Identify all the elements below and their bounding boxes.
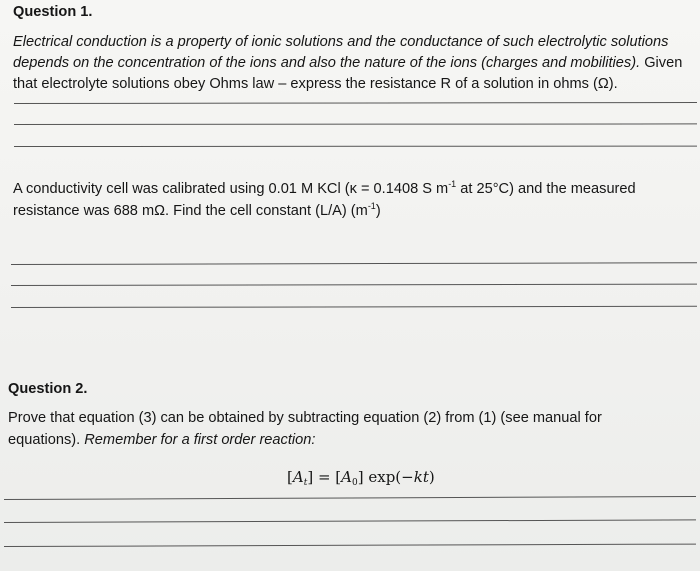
- eq-lhs-sub: t: [303, 478, 308, 488]
- q1-conductivity-sup-2: -1: [367, 201, 376, 211]
- question-1-heading: Question 1.: [13, 4, 93, 20]
- first-order-equation: [287, 467, 435, 487]
- answer-line-1b: [14, 123, 697, 125]
- q2-line-2-plain: equations).: [8, 432, 85, 448]
- eq-rhs-close: ]: [357, 468, 364, 486]
- answer-line-3c: [4, 544, 696, 547]
- q1-conductivity-text-b: at 25°C) and the measured: [456, 181, 636, 197]
- question-2-heading: Question 2.: [8, 381, 88, 397]
- q1-paragraph-line-1: Electrical conduction is a property of ionic solutions and the conductance of such electrolytic solutions: [13, 34, 669, 50]
- eq-equals: =: [313, 468, 336, 486]
- q1-conductivity-line-1: [13, 179, 636, 199]
- q1-paragraph-line-2-italic: depends on the concentration of the ions and also the nature of the ions (charges and mobilities).: [13, 55, 641, 71]
- answer-line-2c: [11, 306, 697, 308]
- answer-line-3b: [4, 519, 696, 523]
- q1-conductivity-text-d: ): [375, 203, 381, 219]
- q1-conductivity-sup-1: -1: [448, 179, 457, 189]
- q1-paragraph-line-2: [13, 53, 682, 73]
- answer-line-2a: [11, 262, 697, 265]
- q2-line-1: Prove that equation (3) can be obtained by subtracting equation (2) from (1) (see manual for: [8, 410, 602, 426]
- answer-line-2b: [11, 284, 697, 286]
- q1-conductivity-text-a: A conductivity cell was calibrated using 0.01 M KCl (κ = 0.1408 S m: [13, 181, 449, 197]
- eq-lhs-open: [: [287, 468, 293, 486]
- eq-lhs-close: ]: [307, 468, 314, 486]
- eq-rhs-sub: 0: [352, 478, 358, 488]
- q2-line-2-italic: Remember for a first order reaction:: [84, 432, 316, 448]
- eq-rhs-var: A: [341, 468, 352, 486]
- q1-conductivity-line-2: [13, 201, 381, 221]
- eq-close: ): [428, 468, 435, 486]
- eq-lhs-var: A: [292, 468, 304, 486]
- q1-paragraph-line-2-tail: Given: [640, 55, 683, 71]
- q2-line-2: [8, 430, 315, 450]
- answer-line-1c: [14, 146, 697, 147]
- q1-conductivity-text-c: resistance was 688 mΩ. Find the cell constant (L/A) (m: [13, 203, 368, 219]
- eq-rhs-open: [: [335, 468, 342, 486]
- answer-line-3a: [4, 496, 696, 500]
- eq-arg: kt: [413, 468, 429, 486]
- answer-line-1a: [14, 102, 697, 104]
- eq-func: exp(−: [363, 468, 414, 486]
- q1-paragraph-line-3: that electrolyte solutions obey Ohms law – express the resistance R of a solution in ohms (Ω).: [13, 76, 618, 92]
